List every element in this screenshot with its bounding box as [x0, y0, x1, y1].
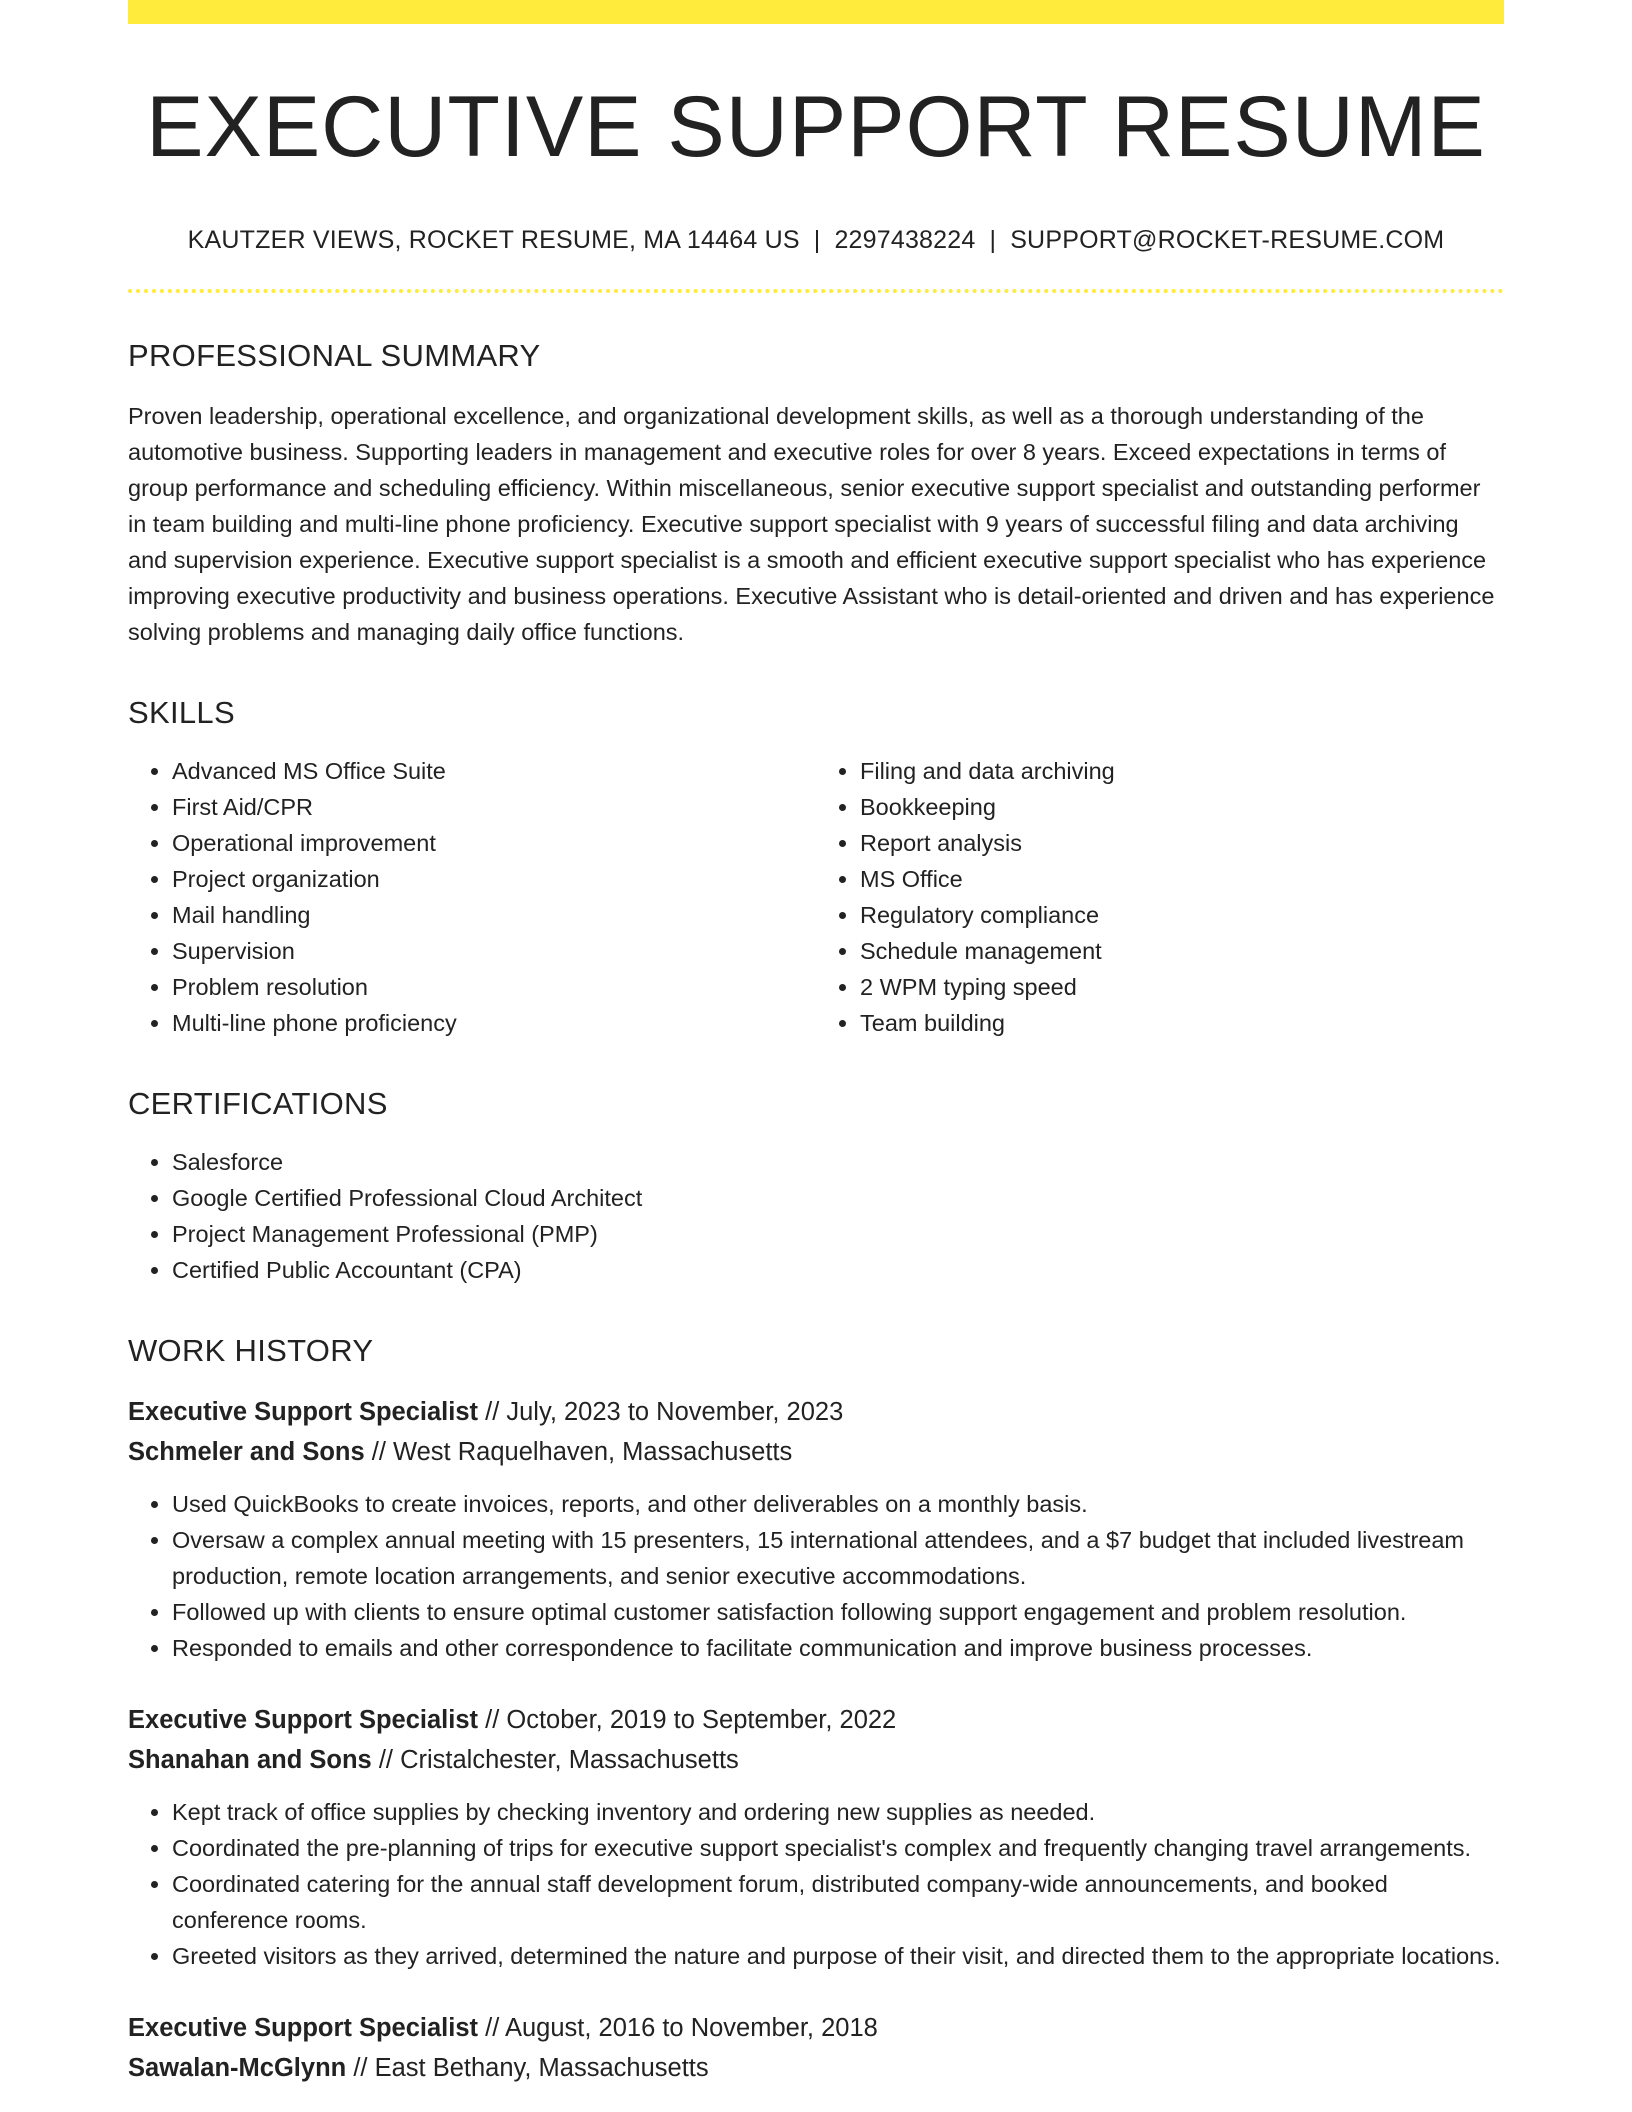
job-bullet: • Greeted visitors as they arrived, determined the nature and purpose of their visit, and directed them to the appropriate locations.	[172, 1938, 1504, 1974]
skill-item: • MS Office	[860, 861, 1504, 897]
job-location: // Cristalchester, Massachusetts	[378, 1745, 739, 1774]
skills-list	[128, 753, 1504, 1041]
contact-separator: |	[813, 225, 821, 254]
contact-address: KAUTZER VIEWS, ROCKET RESUME, MA 14464 US	[187, 225, 800, 254]
resume-page	[128, 0, 1504, 2088]
skill-item: • Operational improvement	[172, 825, 816, 861]
skill-item: • Bookkeeping	[860, 789, 1504, 825]
job-title-line	[128, 1392, 1504, 1432]
job-bullets	[128, 1794, 1504, 1974]
job-dates: // July, 2023 to November, 2023	[485, 1397, 844, 1426]
summary-heading: PROFESSIONAL SUMMARY	[128, 337, 541, 373]
job-company: Shanahan and Sons	[128, 1745, 372, 1774]
skill-item: • Advanced MS Office Suite	[172, 753, 816, 789]
job-company-line	[128, 1432, 1504, 1472]
certification-item: • Google Certified Professional Cloud Architect	[172, 1180, 1504, 1216]
job-location: // West Raquelhaven, Massachusetts	[371, 1437, 793, 1466]
job-entry	[128, 2008, 1504, 2088]
job-dates: // August, 2016 to November, 2018	[485, 2013, 878, 2042]
skill-item: • Mail handling	[172, 897, 816, 933]
skill-item: • Supervision	[172, 933, 816, 969]
contact-separator: |	[989, 225, 997, 254]
certification-item: • Certified Public Accountant (CPA)	[172, 1252, 1504, 1288]
job-entry	[128, 1700, 1504, 1974]
skill-item: • Problem resolution	[172, 969, 816, 1005]
header-divider	[128, 289, 1504, 293]
job-title-line	[128, 1700, 1504, 1740]
job-bullet: • Coordinated catering for the annual staff development forum, distributed company-wide announcements, and booked conference rooms.	[172, 1866, 1504, 1938]
job-bullet: • Oversaw a complex annual meeting with 15 presenters, 15 international attendees, and a $7 budget that included livestream production, remote location arrangements, and senior executive accommodations.	[172, 1522, 1504, 1594]
job-company: Sawalan-McGlynn	[128, 2053, 347, 2082]
job-company-line	[128, 2048, 1504, 2088]
job-dates: // October, 2019 to September, 2022	[485, 1705, 897, 1734]
skill-item: • Filing and data archiving	[860, 753, 1504, 789]
job-bullets	[128, 1486, 1504, 1666]
summary-text: Proven leadership, operational excellence, and organizational development skills, as well as a thorough understanding of the automotive business. Supporting leaders in management and executive roles for over 8 years. Exceed expectations in terms of group performance and scheduling efficiency. Within miscellaneous, senior executive support specialist and outstanding performer in team building and multi-line phone proficiency. Executive support specialist with 9 years of successful filing and data archiving and supervision experience. Executive support specialist is a smooth and efficient executive support specialist who has experience improving executive productivity and business operations. Executive Assistant who is detail-oriented and driven and has experience solving problems and managing daily office functions.	[128, 403, 1495, 646]
job-title: Executive Support Specialist	[128, 1705, 479, 1734]
job-bullet: • Kept track of office supplies by checking inventory and ordering new supplies as needed.	[172, 1794, 1504, 1830]
skill-item: • 2 WPM typing speed	[860, 969, 1504, 1005]
resume-title: EXECUTIVE SUPPORT RESUME	[146, 79, 1486, 175]
skill-item: • Regulatory compliance	[860, 897, 1504, 933]
job-company: Schmeler and Sons	[128, 1437, 365, 1466]
skills-column-right	[816, 753, 1504, 1041]
job-title-line	[128, 2008, 1504, 2048]
skill-item: • Team building	[860, 1005, 1504, 1041]
job-title: Executive Support Specialist	[128, 1397, 479, 1426]
job-location: // East Bethany, Massachusetts	[353, 2053, 709, 2082]
job-entry	[128, 1392, 1504, 1666]
skill-item: • First Aid/CPR	[172, 789, 816, 825]
skill-item: • Multi-line phone proficiency	[172, 1005, 816, 1041]
skill-item: • Schedule management	[860, 933, 1504, 969]
job-title: Executive Support Specialist	[128, 2013, 479, 2042]
certification-item: • Project Management Professional (PMP)	[172, 1216, 1504, 1252]
skills-column-left	[128, 753, 816, 1041]
certifications-list	[128, 1144, 1504, 1288]
job-bullet: • Coordinated the pre-planning of trips for executive support specialist's complex and frequently changing travel arrangements.	[172, 1830, 1504, 1866]
top-accent-bar	[128, 0, 1504, 24]
skill-item: • Project organization	[172, 861, 816, 897]
job-bullet: • Used QuickBooks to create invoices, reports, and other deliverables on a monthly basis.	[172, 1486, 1504, 1522]
job-bullet: • Followed up with clients to ensure optimal customer satisfaction following support engagement and problem resolution.	[172, 1594, 1504, 1630]
skill-item: • Report analysis	[860, 825, 1504, 861]
certification-item: • Salesforce	[172, 1144, 1504, 1180]
contact-email[interactable]: SUPPORT@ROCKET-RESUME.COM	[1010, 225, 1445, 254]
job-bullet: • Responded to emails and other correspondence to facilitate communication and improve business processes.	[172, 1630, 1504, 1666]
job-company-line	[128, 1740, 1504, 1780]
contact-phone[interactable]: 2297438224	[834, 225, 976, 254]
work-history-heading: WORK HISTORY	[128, 1333, 374, 1369]
certifications-heading: CERTIFICATIONS	[128, 1086, 388, 1122]
skills-heading: SKILLS	[128, 695, 235, 731]
contact-line	[128, 225, 1504, 255]
